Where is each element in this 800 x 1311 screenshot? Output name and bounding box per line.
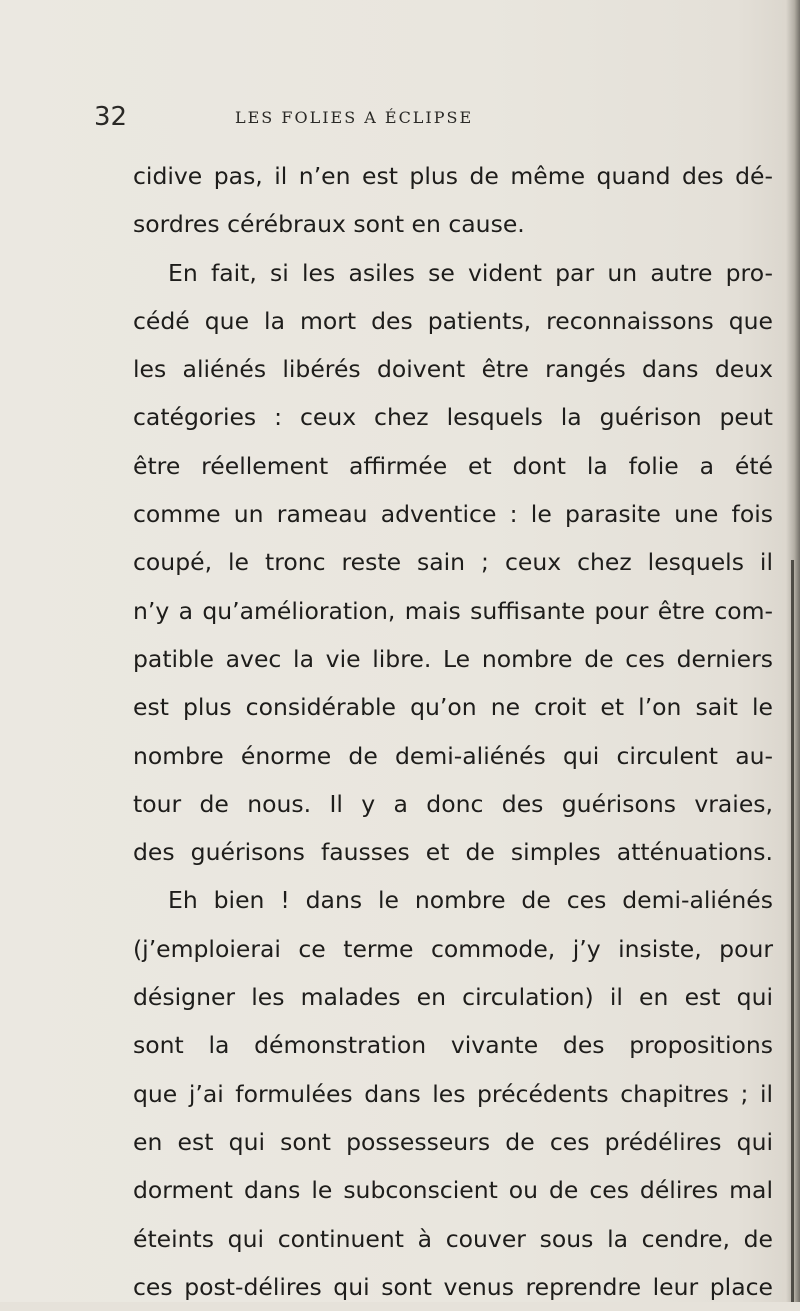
- text-line: désigner les malades en circulation) il en est qui: [133, 983, 773, 1012]
- text-line: comme un rameau adventice : le parasite une fois: [133, 500, 773, 529]
- text-line: être réellement affirmée et dont la folie a été: [133, 451, 773, 480]
- text-line: en est qui sont possesseurs de ces prédélires qui: [133, 1127, 773, 1156]
- text-line: En fait, si les asiles se vident par un autre pro-: [168, 258, 773, 287]
- text-line: cédé que la mort des patients, reconnaissons que: [133, 306, 773, 335]
- text-line: les aliénés libérés doivent être rangés dans deux: [133, 355, 773, 384]
- page-header: [0, 96, 800, 140]
- text-line: patible avec la vie libre. Le nombre de ces derniers: [133, 644, 773, 673]
- text-line: Eh bien ! dans le nombre de ces demi-aliénés: [168, 886, 773, 915]
- page-edge-line: [791, 560, 794, 1302]
- text-line: n’y a qu’amélioration, mais suffisante pour être com-: [133, 596, 773, 625]
- text-line: ces post-délires qui sont venus reprendre leur place: [133, 1272, 773, 1301]
- running-title: LES FOLIES A ÉCLIPSE: [235, 108, 474, 127]
- text-line: sont la démonstration vivante des propositions: [133, 1031, 773, 1060]
- text-line: que j’ai formulées dans les précédents chapitres ; il: [133, 1079, 773, 1108]
- text-line: coupé, le tronc reste sain ; ceux chez lesquels il: [133, 548, 773, 577]
- text-line: sordres cérébraux sont en cause.: [133, 210, 525, 239]
- text-line: (j’emploierai ce terme commode, j’y insiste, pour: [133, 934, 773, 963]
- text-line: cidive pas, il n’en est plus de même quand des dé-: [133, 162, 773, 190]
- text-line: éteints qui continuent à couver sous la cendre, de: [133, 1224, 773, 1253]
- text-line: nombre énorme de demi-aliénés qui circulent au-: [133, 741, 773, 770]
- text-line: tour de nous. Il y a donc des guérisons vraies,: [133, 789, 773, 818]
- text-line: est plus considérable qu’on ne croit et l’on sait le: [133, 693, 773, 722]
- text-line: des guérisons fausses et de simples atténuations.: [133, 838, 773, 867]
- text-line: catégories : ceux chez lesquels la guérison peut: [133, 403, 773, 432]
- text-line: dorment dans le subconscient ou de ces délires mal: [133, 1176, 773, 1205]
- page-number: 32: [94, 102, 128, 132]
- body-text: [133, 152, 773, 1311]
